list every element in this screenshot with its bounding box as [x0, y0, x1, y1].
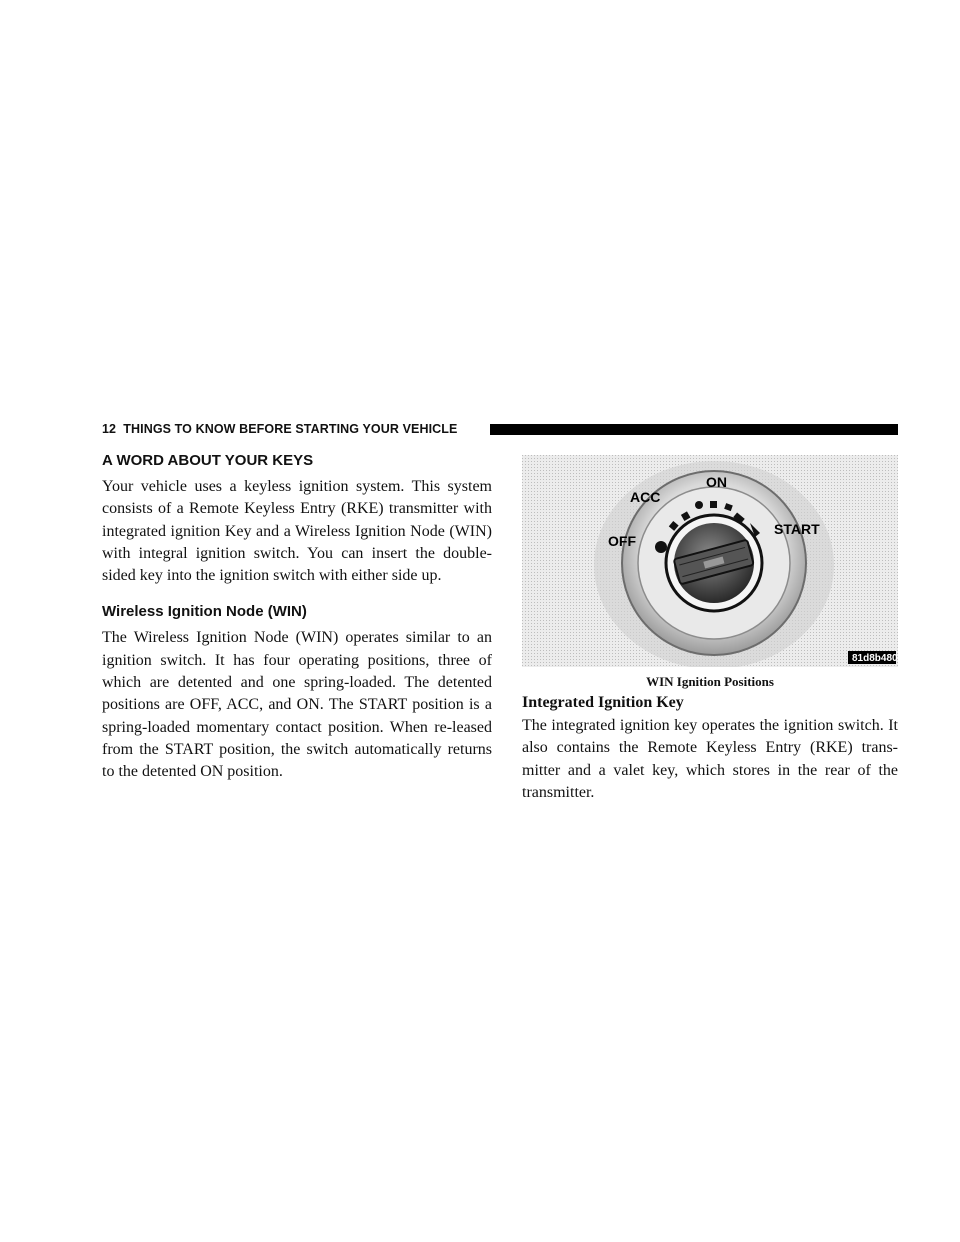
ignition-illustration: [522, 455, 898, 667]
win-heading: Wireless Ignition Node (WIN): [102, 603, 307, 621]
left-column: [102, 450, 492, 784]
right-column: [522, 455, 898, 804]
win-paragraph: The Wireless Ignition Node (WIN) operates similar to an ignition switch. It has four operating positions, three of which are detented and one spring-loaded. The detented positions are OFF, ACC, and ON. The START position is a spring-loaded momentary contact position. When re-leased from the START position, the switch automatically returns to the detented ON position.: [102, 629, 492, 781]
off-label: OFF: [608, 533, 636, 549]
acc-detent-icon: [695, 501, 703, 509]
integrated-key-heading: Integrated Ignition Key: [522, 694, 684, 711]
acc-label: ACC: [630, 489, 661, 505]
page-header-text: [102, 420, 457, 438]
integrated-key-paragraph: The integrated ignition key operates the ignition switch. It also contains the Remote Keyless Entry (RKE) trans-mitter and a valet key, which stores in the rear of the transmitter.: [522, 717, 898, 801]
start-label: START: [774, 521, 820, 537]
figure-code: 81d8b480: [852, 653, 898, 664]
figure-caption: WIN Ignition Positions: [646, 674, 774, 689]
ignition-figure: [522, 455, 898, 667]
page-number: 12: [102, 422, 117, 436]
section-title: THINGS TO KNOW BEFORE STARTING YOUR VEHICLE: [123, 422, 458, 436]
keys-heading: A WORD ABOUT YOUR KEYS: [102, 452, 314, 469]
keys-paragraph: Your vehicle uses a keyless ignition system. This system consists of a Remote Keyless Entry (RKE) transmitter with integrated ignition Key and a Wireless Ignition Node (WIN) with integral ignition switch. You can insert the double-sided key into the ignition switch with either side up.: [102, 478, 492, 585]
header-rule: [490, 424, 898, 435]
page-header: [102, 420, 898, 438]
off-detent-icon: [655, 541, 667, 553]
on-label: ON: [706, 474, 727, 490]
